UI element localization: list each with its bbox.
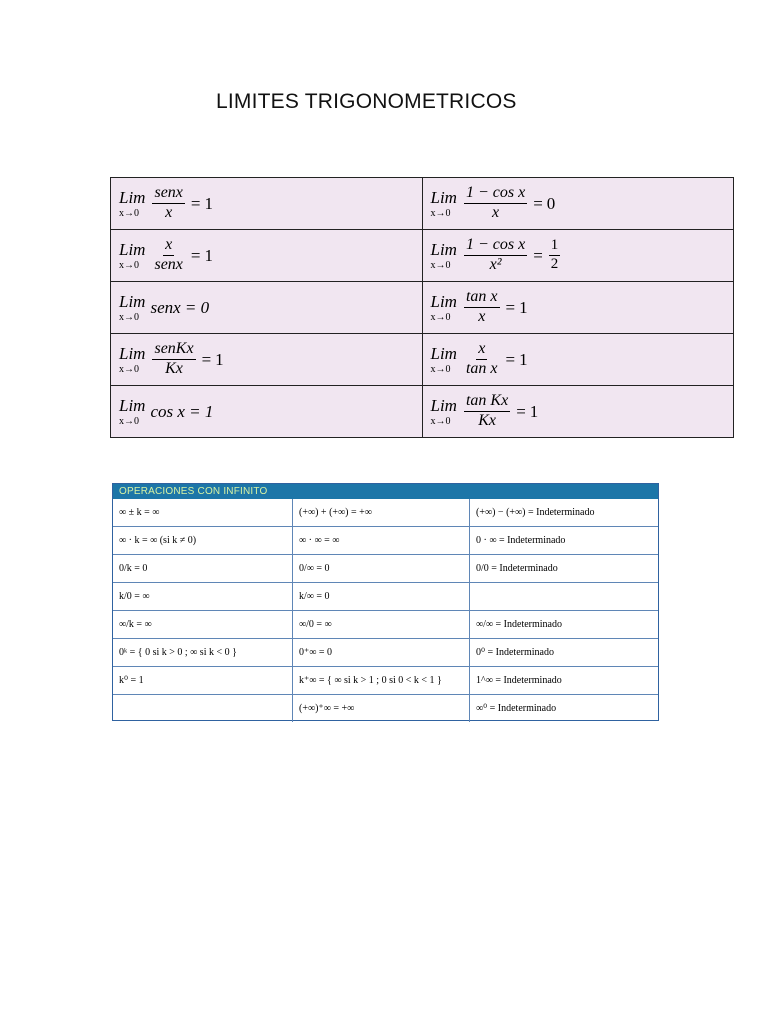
- table-row: [111, 230, 734, 282]
- limit-cell: Lim x→0 $\frac{\text{tan Kx}}{Kx}$ = 1: [422, 386, 734, 438]
- limit-cell: Lim x→0 $\frac{\text{senx}}{x}$ = 1: [111, 178, 423, 230]
- table-row: [113, 611, 658, 639]
- table-cell: ∞/k = ∞: [113, 611, 293, 639]
- table-row: [111, 282, 734, 334]
- limit-cell: Lim x→0 $\frac{\text{1 − cos x}}{x}$ = 0: [422, 178, 734, 230]
- table-cell: 0/0 = Indeterminado: [470, 555, 659, 583]
- table-cell: (+∞) − (+∞) = Indeterminado: [470, 499, 659, 527]
- limit-cell: Lim x→0 $\frac{x}{\text{senx}}$ = 1: [111, 230, 423, 282]
- table-row: [113, 695, 658, 723]
- table-cell: ∞/∞ = Indeterminado: [470, 611, 659, 639]
- limit-cell: Lim x→0 $\frac{x}{\text{tan x}}$ = 1: [422, 334, 734, 386]
- limit-cell: Lim x→0 $\frac{\text{tan x}}{x}$ = 1: [422, 282, 734, 334]
- table-row: [113, 499, 658, 527]
- table-cell: 0/k = 0: [113, 555, 293, 583]
- table-cell: k⁰ = 1: [113, 667, 293, 695]
- table-cell: ∞ · ∞ = ∞: [293, 527, 470, 555]
- trig-limits-table: [110, 177, 734, 438]
- table-cell: 0⁺∞ = 0: [293, 639, 470, 667]
- table-row: [111, 178, 734, 230]
- table-cell: [470, 583, 659, 611]
- table-cell: k⁺∞ = { ∞ si k > 1 ; 0 si 0 < k < 1 }: [293, 667, 470, 695]
- table-cell: k/0 = ∞: [113, 583, 293, 611]
- table-cell: ∞ · k = ∞ (si k ≠ 0): [113, 527, 293, 555]
- table-cell: k/∞ = 0: [293, 583, 470, 611]
- table-row: [113, 667, 658, 695]
- table-cell: ∞ ± k = ∞: [113, 499, 293, 527]
- limit-cell: Lim x→0 cos x = 1: [111, 386, 423, 438]
- table-cell: 0 · ∞ = Indeterminado: [470, 527, 659, 555]
- page-title: LIMITES TRIGONOMETRICOS: [216, 90, 517, 113]
- table-row: [111, 386, 734, 438]
- table-cell: ∞/0 = ∞: [293, 611, 470, 639]
- table-cell: [113, 695, 293, 723]
- limit-cell: Lim x→0 $\frac{\text{1 − cos x}}{\text{x²}}$ = $\frac{1}{2}$: [422, 230, 734, 282]
- table-row: [113, 583, 658, 611]
- table-cell: (+∞) + (+∞) = +∞: [293, 499, 470, 527]
- infinity-operations-table: [112, 483, 659, 721]
- table-row: [111, 334, 734, 386]
- table-cell: 1^∞ = Indeterminado: [470, 667, 659, 695]
- table-cell: (+∞)⁺∞ = +∞: [293, 695, 470, 723]
- table-row: [113, 639, 658, 667]
- table-row: [113, 555, 658, 583]
- table-header: OPERACIONES CON INFINITO: [113, 484, 658, 499]
- infinity-grid: [113, 499, 658, 722]
- limit-cell: Lim x→0 senx = 0: [111, 282, 423, 334]
- table-cell: ∞⁰ = Indeterminado: [470, 695, 659, 723]
- table-cell: 0ᵏ = { 0 si k > 0 ; ∞ si k < 0 }: [113, 639, 293, 667]
- table-cell: 0/∞ = 0: [293, 555, 470, 583]
- table-cell: 0⁰ = Indeterminado: [470, 639, 659, 667]
- limit-cell: Lim x→0 $\frac{\text{senKx}}{Kx}$ = 1: [111, 334, 423, 386]
- table-row: [113, 527, 658, 555]
